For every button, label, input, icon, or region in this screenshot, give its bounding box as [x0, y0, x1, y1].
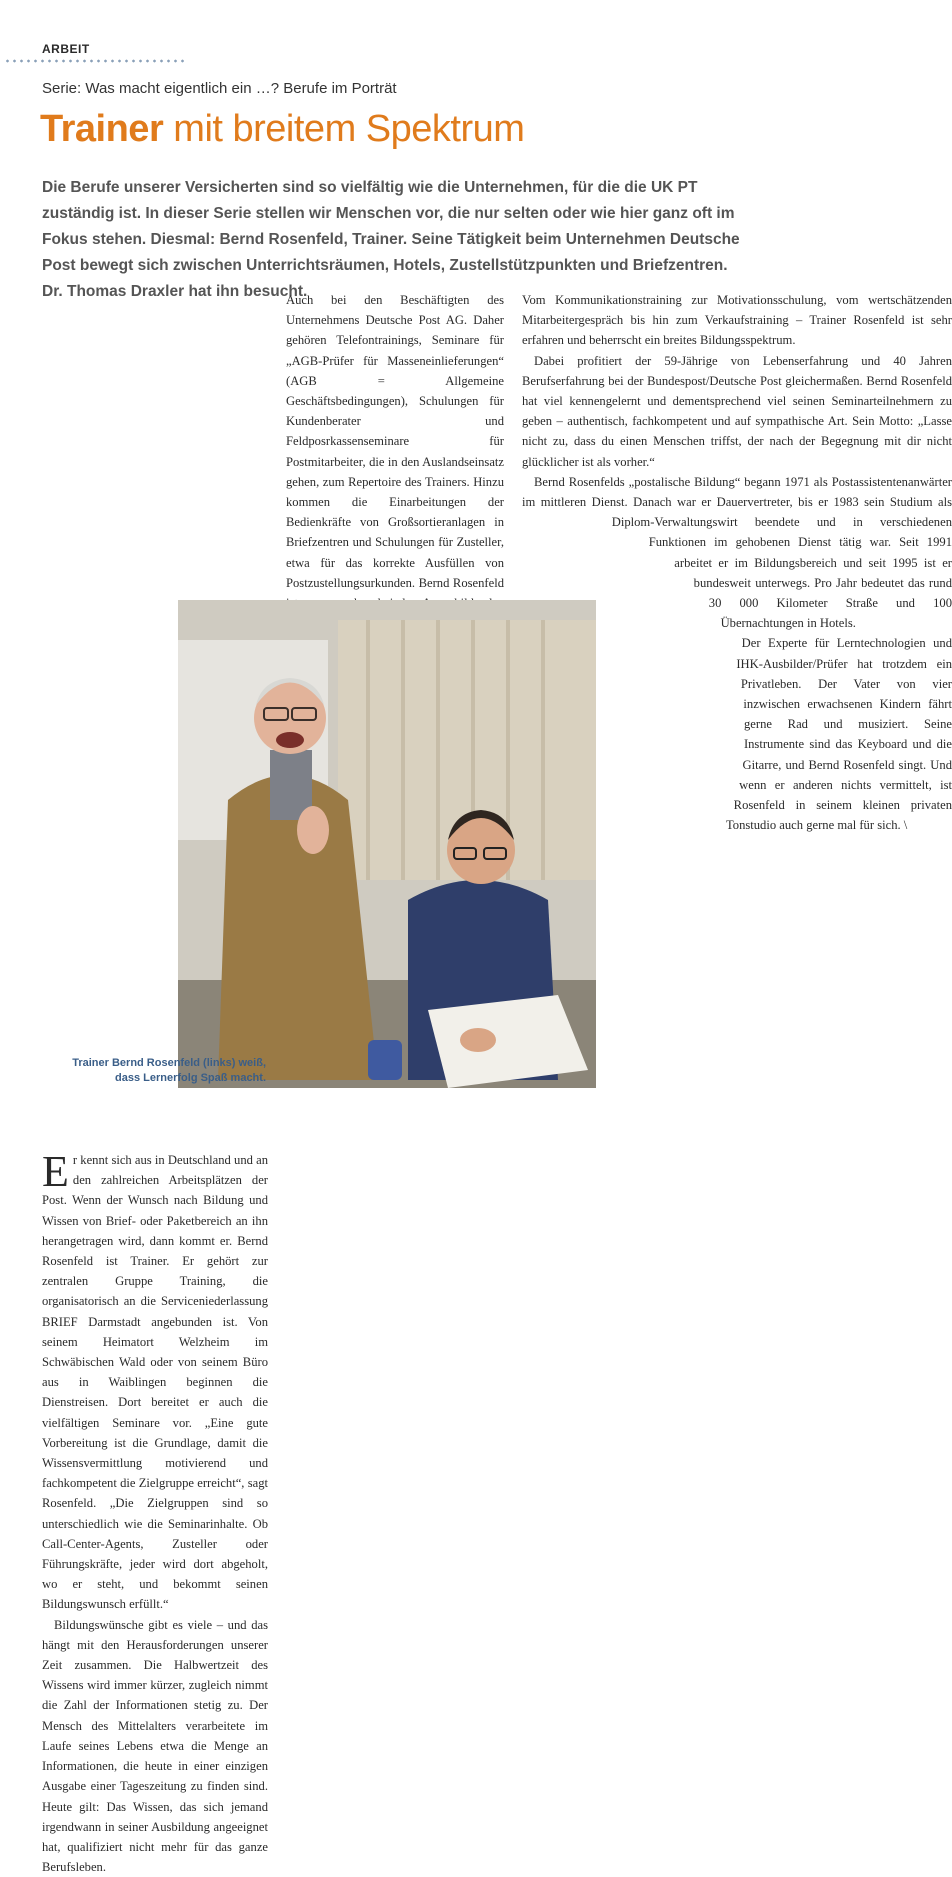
portrait-photo: [178, 600, 596, 1088]
intro-paragraph: Die Berufe unserer Versicherten sind so vielfältig wie die Unternehmen, für die die UK PT zuständig ist. In dieser Serie stellen wir Menschen vor, die nur selten oder wie hier ganz oft im Fokus stehen. Diesmal: Bernd Rosenfeld, Trainer. Seine Tätigkeit beim Unternehmen Deutsche Post bewegt sich zwischen Unterrichtsräumen, Hotels, Zustellstützpunkten und Briefzentren. Dr. Thomas Draxler hat ihn besucht.: [42, 179, 740, 300]
col3-paragraph-2: Dabei profitiert der 59-Jährige von Lebenserfahrung und 40 Jahren Berufserfahrung bei der Bundespost/Deutsche Post gleichermaßen. Bernd Rosenfeld hat viel kennengelernt und dementsprechend viel seinen Seminarteilnehmern zu geben – authentisch, fachkompetent und auf sympathische Art. Sein Motto: „Lasse nicht zu, dass du einen Menschen triffst, der nach der Begegnung mit dir nicht glücklicher ist als vorher.“: [522, 353, 952, 469]
col1-paragraph-1-text: r kennt sich aus in Deutschland und an den zahlreichen Arbeitsplätzen der Post. Wenn der Wunsch nach Bildung und Wissen von Brief- oder Paketbereich an ihn herangetragen wird, dann kommt er. Bernd Rosenfeld ist Trainer. Er gehört zur zentralen Gruppe Training, die organisatorisch an die Serviceniederlassung BRIEF Darmstadt angebunden ist. Von seinem Heimatort Welzheim im Schwäbischen Wald oder von seinem Büro aus in Waiblingen beginnen die Dienstreisen. Dort bereitet er auch die vielfältigen Seminare vor. „Eine gute Vorbereitung ist die Grundlage, damit die Wissensvermittlung motivierend und fachkompetent die Zielgruppe erreicht“, sagt Rosenfeld. „Die Zielgruppen sind so unterschiedlich wie die Seminarinhalte. Ob Call-Center-Agents, Zusteller oder Führungskräfte, jeder wird dort abgeholt, wo er steht, und bekommt seinen Bildungswunsch erfüllt.“: [42, 1153, 268, 1612]
drop-cap: E: [42, 1147, 69, 1196]
photo-caption: Trainer Bernd Rosenfeld (links) weiß, dass Lernerfolg Spaß macht.: [72, 1057, 266, 1084]
headline-strong: Trainer: [40, 108, 164, 150]
section-label: ARBEIT: [42, 42, 90, 56]
dotted-rule: [4, 59, 184, 63]
col3-paragraph-4: Der Experte für Lerntechnologien und IHK-Ausbilder/Prüfer hat trotzdem ein Privatleben. Der Vater von vier inzwischen erwachsenen Kindern fährt gerne Rad und musiziert. Seine Instrumente sind das Keyboard und die Gitarre, und Bernd Rosenfeld singt. Und wenn er anderen nichts vermittelt, ist Rosenfeld in seinem kleinen privaten Tonstudio auch gerne mal für sich. \: [725, 636, 952, 833]
col1-paragraph-2: Bildungswünsche gibt es viele – und das hängt mit den Herausforderungen unserer Zeit zusammen. Die Halbwertzeit des Wissens wird immer kürzer, zugleich nimmt die Zahl der Informationen stetig zu. Der Mensch des Mittelalters verarbeitete im Laufe seines Lebens etwa die Menge an Informationen, die heute in einer einzigen Ausgabe einer Tageszeitung zu finden sind. Heute gilt: Das Wissen, das sich jemand irgendwann in seiner Ausbildung angeeignet hat, qualifiziert nicht mehr für das ganze Berufsleben.: [42, 1617, 268, 1875]
photo-illustration: [178, 600, 596, 1088]
headline: [40, 108, 524, 151]
col3-paragraph-3: Bernd Rosenfelds „postalische Bildung“ begann 1971 als Postassistentenanwärter im mittleren Dienst. Danach war er Dauervertreter, bis er 1983 sein Studium als Diplom-Verwaltungswirt beendete und in verschiedenen Funktionen im gehobenen Dienst tätig war. Seit 1991 arbeitet er im Bildungsbereich und seit 1995 ist er bundesweit unterwegs. Pro Jahr bedeutet das rund 30 000 Kilometer Straße und 100 Übernachtungen in Hotels.: [522, 474, 952, 631]
series-line: Serie: Was macht eigentlich ein …? Berufe im Porträt: [42, 80, 397, 97]
col2-paragraph-1: Auch bei den Beschäftigten des Unternehmens Deutsche Post AG. Daher gehören Telefontrainings, Seminare für „AGB-Prüfer für Masseneinlieferungen“ (AGB = Allgemeine Geschäftsbedingungen), Schulungen für Kundenberater und Feldposrkassenseminare für Postmitarbeiter, die in den Auslandseinsatz gehen, zum Repertoire des Trainers. Hinzu kommen die Einarbeitungen der Bedienkräfte von Großsortieranlagen in Briefzentren und Schulungen für Zusteller, etwa für das korrekte Ausfüllen von Postzustellungsurkunden. Bernd Rosenfeld: [286, 293, 504, 590]
headline-rest: mit breitem Spektrum: [173, 108, 525, 150]
col3-paragraph-1: Vom Kommunikationstraining zur Motivationsschulung, vom wertschätzenden Mitarbeitergespräch bis hin zum Verkaufstraining – Trainer Rosenfeld ist sehr erfahren und beherrscht ein breites Bildungsspektrum.: [522, 293, 952, 348]
